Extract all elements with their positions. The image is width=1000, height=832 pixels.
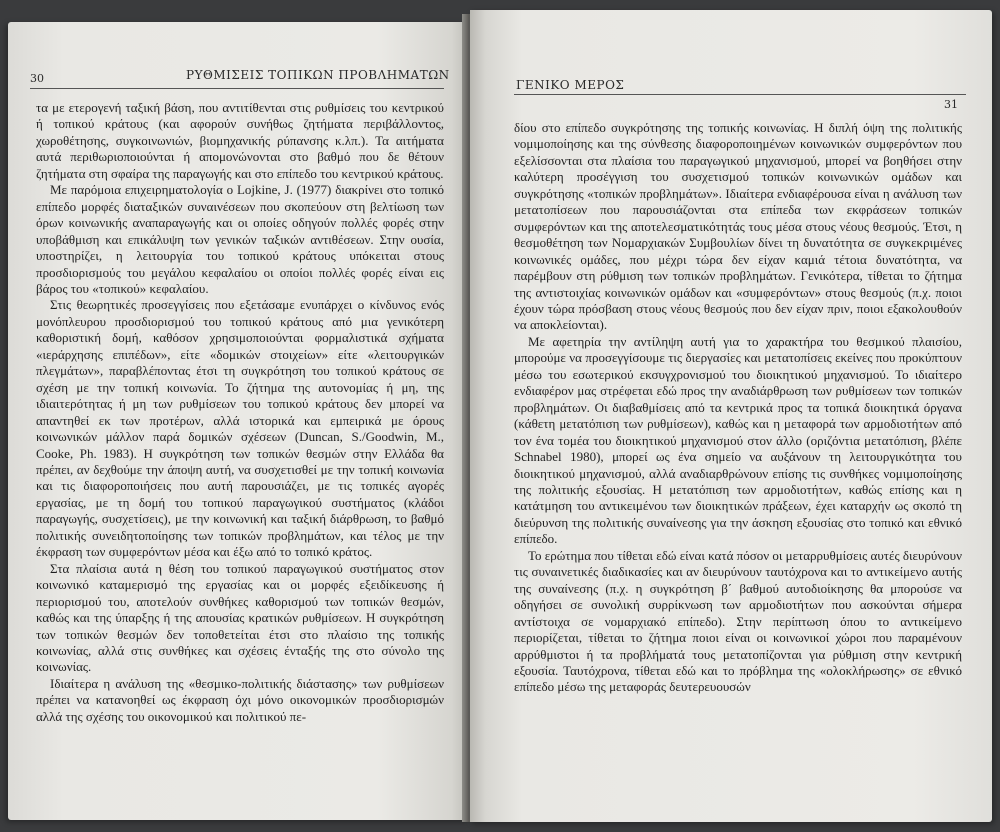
header-rule (514, 94, 966, 95)
running-head: ΓΕΝΙΚΟ ΜΕΡΟΣ (516, 78, 625, 92)
running-head: ΡΥΘΜΙΣΕΙΣ ΤΟΠΙΚΩΝ ΠΡΟΒΛΗΜΑΤΩΝ (186, 68, 450, 82)
right-page (470, 10, 992, 822)
paragraph: τα με ετερογενή ταξική βάση, που αντιτίθενται στις ρυθμίσεις του κεντρικού ή τοπικού κράτους (και αφορούν συνήθως ζητήματα περιβάλλοντος, χωροθέτησης, συγκοινωνιών, βιομηχανικής ρύπανσης κ.λπ.). Τα αιτήματα αυτά περιθωριοποιούνται ή απομονώνονται στο βαθμό που δε θέτουν ζητήματα στη σφαίρα της παραγωγής και στο επίπεδο του κεντρικού κράτους. (36, 100, 444, 181)
paragraph: Στα πλαίσια αυτά η θέση του τοπικού παραγωγικού συστήματος στον κοινωνικό καταμερισμό της εργασίας και οι μορφές εξειδίκευσης ή περιορισμού του, αποτελούν συνθήκες καθορισμού των τοπικών θεσμών, καθώς και της ύπαρξης ή της απουσίας κρατικών ρυθμίσεων. Η συγκρότηση των τοπικών θεσμών δεν τοποθετείται έτσι στο πλαίσιο της τοπικής κοινωνίας, αλλά στις συνθήκες και σχέσεις ένταξής της στο σύνολο της κοινωνίας. (36, 560, 444, 675)
left-page (8, 22, 470, 820)
paragraph: Με αφετηρία την αντίληψη αυτή για το χαρακτήρα του θεσμικού πλαισίου, μπορούμε να προσεγγίσουμε τις διεργασίες και μετατοπίσεις εκείνες που προκύπτουν μέσω του εσωτερικού εκσυγχρονισμού του διοικητικού μηχανισμού. Το ιδιαίτερο ενδιαφέρον μας στρέφεται εδώ προς την αναδιάρθρωση των ρυθμίσεων των τοπικών προβλημάτων. Οι διαβαθμίσεις από τα κεντρικά προς τα τοπικά διοικητικά όργανα (κάθετη μετατόπιση των ρυθμίσεων), καθώς και η μεταφορά των αρμοδιοτήτων από τον ένα τομέα του διοικητικού μηχανισμού στον άλλο (οριζόντια μετατόπιση, βλέπε Schnabel 1980), μπορεί ως ένα σημείο να αυξάνουν τη λειτουργικότητα του διοικητικού μηχανισμού, αλλά αναδιαρθρώνουν επίσης τις συνθήκες νομιμοποίησης της πολιτικής εξουσίας. Η μετατόπιση των αρμοδιοτήτων, καθώς επίσης και η κατάτμηση του αντικειμένου των διοικητικών πράξεων, έχει καταρχήν ως σκοπό τη διεύρυνση της πολιτικής συναίνεσης για την άσκηση εξουσίας στο τοπικό και εθνικό επίπεδο. (514, 333, 962, 547)
body-text (514, 120, 962, 696)
paragraph: Ιδιαίτερα η ανάλυση της «θεσμικο-πολιτικής διάστασης» των ρυθμίσεων πρέπει να κατανοηθεί ως έκφραση όχι μόνο οικονομικών προσδιορισμών αλλά της σχέσης του οικονομικού και πολιτικού πε- (36, 675, 444, 724)
header-rule (30, 88, 444, 89)
page-number: 31 (944, 98, 958, 111)
paragraph: Με παρόμοια επιχειρηματολογία ο Lojkine, J. (1977) διακρίνει στο τοπικό επίπεδο μορφές διαταξικών συναινέσεων που σκοπεύουν στη βελτίωση των όρων κοινωνικής αναπαραγωγής και οι οποίες οδηγούν πολλές φορές στην υποβάθμιση και επικάλυψη των γενικών ταξικών αντιθέσεων. Στην ουσία, υποστηρίζει, η λειτουργία του τοπικού κράτους υπόκειται στους προσδιορισμούς του μεγάλου κεφαλαίου οι οποίοι πολλές φορές είναι εις βάρος του «τοπικού» κεφαλαίου. (36, 182, 444, 296)
paragraph: Το ερώτημα που τίθεται εδώ είναι κατά πόσον οι μεταρρυθμίσεις αυτές διευρύνουν τις συναινετικές διαδικασίες και αν διευρύνουν ταυτόχρονα και το αντικείμενο αυτής της συναίνεσης (π.χ. η συγκρότηση β΄ βαθμού αυτοδιοίκησης θα μπορούσε να οδηγήσει σε συνολική συρρίκνωση των αρμοδιοτήτων που ασκούνται σήμερα αντίστοιχα σε νομαρχιακό επίπεδο). Στην περίπτωση όπου το αντικείμενο περιορίζεται, τίθεται το ζήτημα ποιοι είναι οι κοινωνικοί χώροι που παραμένουν αρρύθμιστοι ή τα προβλήματά τους μετατοπίζονται για ρύθμιση στην κεντρική εξουσία. Ταυτόχρονα, τίθεται εδώ και το πρόβλημα της «ολοκλήρωσης» σε εθνικό επίπεδο μέσω της μεταφοράς δευτερευουσών (514, 547, 962, 695)
paragraph: Στις θεωρητικές προσεγγίσεις που εξετάσαμε ενυπάρχει ο κίνδυνος ενός μονόπλευρου προσδιορισμού του τοπικού κράτους από μια γενικότερη καθοριστική δομή, καθόσον χρησιμοποιούνται φορμαλιστικά σχήματα «ιεράρχησης επιπέδων», είτε «δομικών στοιχείων» είτε «λειτουργικών πλεγμάτων», παραβλέποντας έτσι τη συγκρότηση του τοπικού κράτους σε σχέση με την τοπική κοινωνία. Το ζήτημα της αυτονομίας ή μη, της ιδιαιτερότητας ή μη των ρυθμίσεων του τοπικού κράτους δεν μπορεί να απαντηθεί εκ των προτέρων, αλλά ιστορικά και εμπειρικά με όρους κοινωνικών μάλλον παρά δομικών σχέσεων (Duncan, S./Goodwin, M., Cooke, Ph. 1983). Η συγκρότηση των τοπικών θεσμών στην Ελλάδα θα πρέπει, αν δεχθούμε την άποψη αυτή, να συσχετισθεί με την τοπική κοινωνία και τις διαφοροποιήσεις που αυτή παρουσιάζει, με τις τοπικές αγορές εργασίας, με τη δομή του τοπικού παραγωγικού συστήματος (κλάδοι παραγωγής, συσχετίσεις), με την κοινωνική και ταξική διάρθρωση, το βαθμό πολιτικής συνειδητοποίησης των τοπικών προβλημάτων, και τέλος με την έκφραση των συμφερόντων μέσα και έξω από το τοπικό κράτος. (36, 297, 444, 560)
paragraph: δίου στο επίπεδο συγκρότησης της τοπικής κοινωνίας. Η διπλή όψη της πολιτικής νομιμοποίησης και της σύνθεσης διαφοροποιημένων κοινωνικών συμφερόντων που εξελίσσονται στα πλαίσια του παραγωγικού μηχανισμού, μπορεί να βοηθήσει στην καλύτερη προσέγγιση του συσχετισμού τοπικών κοινωνικών ομάδων και συγκρότησης «τοπικών προβλημάτων». Ιδιαίτερα ενδιαφέρουσα είναι η ανάλυση των μετατοπίσεων που παρουσιάζονται στα επίπεδα των εκφράσεων τοπικών συμφερόντων και της αποτελεσματικότητάς τους μέσα στους νέους θεσμούς. Έτσι, η θεσμοθέτηση των Νομαρχιακών Συμβουλίων δίνει τη δυνατότητα σε συγκεκριμένες κοινωνικές ομάδες, που μέχρι τώρα δεν είχαν καμιά τέτοια δυνατότητα, να παρέμβουν στη ρύθμιση των τοπικών προβλημάτων. Γενικότερα, τίθεται το ζήτημα της αντιστοιχίας κοινωνικών ομάδων και «συμφερόντων» στους θεσμούς (π.χ. ποιοι έχουν τώρα πρόσβαση στους νέους θεσμούς που δεν είχαν πριν, ποιοι εξακολουθούν να αποκλείονται). (514, 120, 962, 333)
body-text (36, 100, 444, 725)
page-number: 30 (30, 72, 44, 85)
